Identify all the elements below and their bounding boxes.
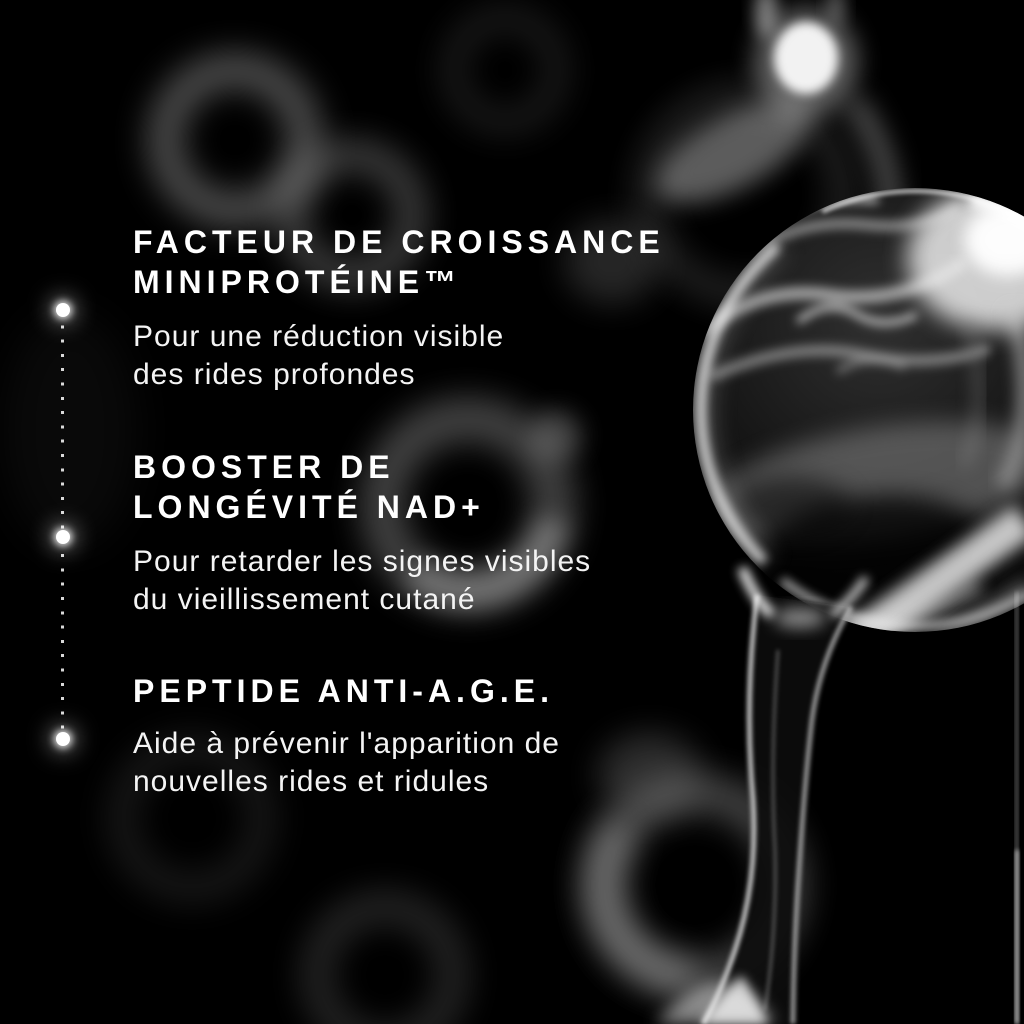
feature-3-heading — [133, 671, 554, 711]
feature-1-heading-line-1: FACTEUR DE CROISSANCE — [133, 224, 665, 260]
feature-2-description-line-2: du vieillissement cutané — [133, 583, 476, 616]
feature-3-description — [133, 725, 560, 801]
glow-dot-3 — [56, 732, 70, 746]
feature-2-heading-line-2: LONGÉVITÉ NAD+ — [133, 489, 485, 525]
feature-3-description-line-1: Aide à prévenir l'apparition de — [133, 727, 560, 760]
feature-1-description — [133, 318, 504, 394]
feature-2-description-line-1: Pour retarder les signes visibles — [133, 545, 592, 578]
feature-1-description-line-1: Pour une réduction visible — [133, 320, 505, 353]
feature-1-description-line-2: des rides profondes — [133, 358, 416, 391]
dotted-line — [61, 311, 64, 740]
feature-3-description-line-2: nouvelles rides et ridules — [133, 765, 490, 798]
feature-1-heading — [133, 222, 665, 302]
glow-dot-1 — [56, 303, 70, 317]
feature-2-heading-line-1: BOOSTER DE — [133, 449, 395, 485]
glow-dot-2 — [56, 530, 70, 544]
feature-1-heading-line-2: MINIPROTÉINE™ — [133, 264, 462, 300]
feature-3-heading-line-1: PEPTIDE ANTI-A.G.E. — [133, 673, 554, 709]
feature-2-description — [133, 543, 591, 619]
feature-2-heading — [133, 447, 485, 527]
